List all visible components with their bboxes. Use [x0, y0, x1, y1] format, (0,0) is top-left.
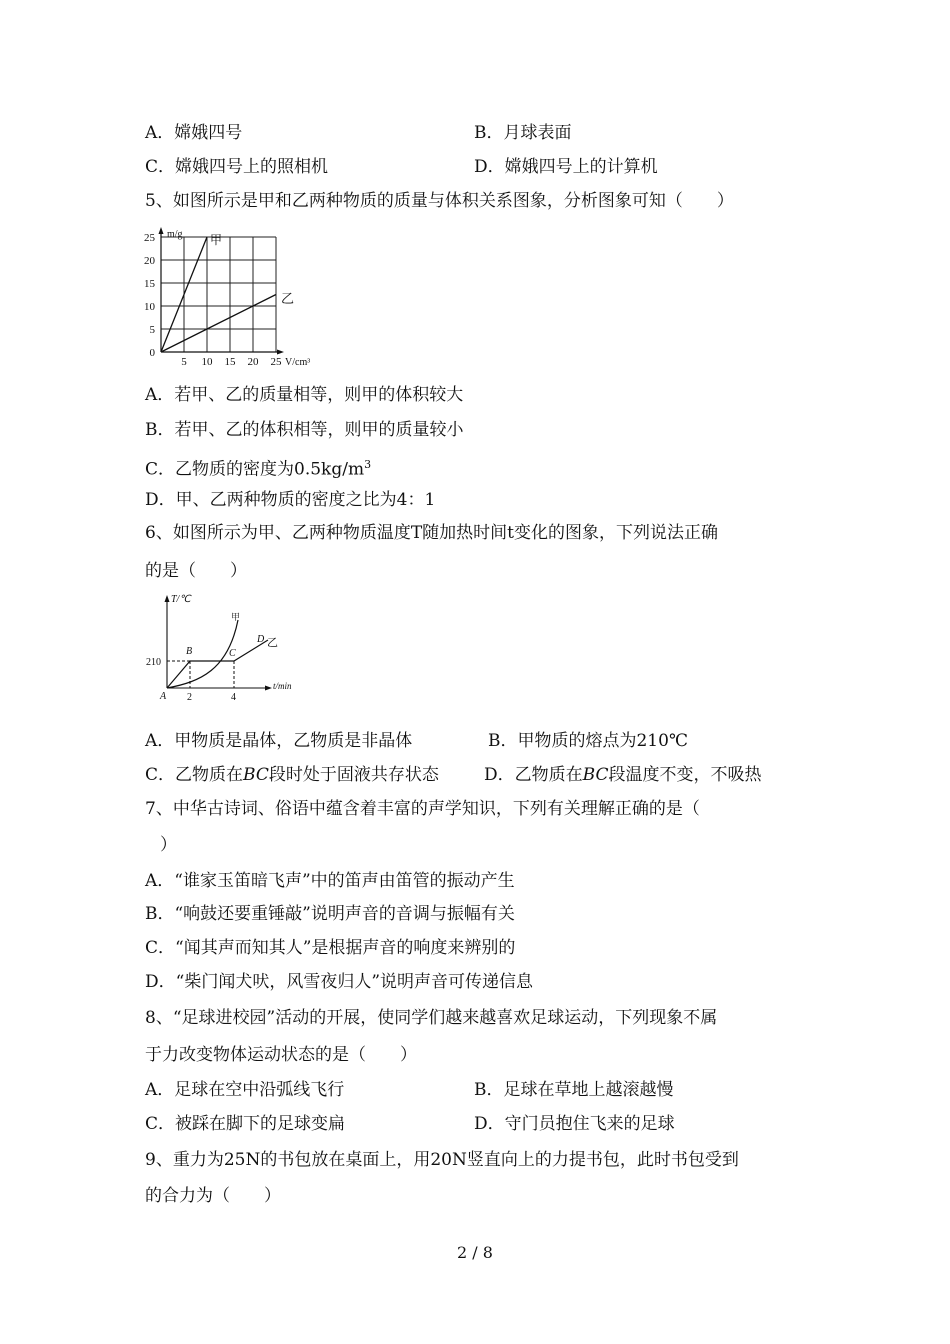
q5-y-tick-label: 15	[144, 278, 155, 290]
q4-option-d: D．嫦娥四号上的计算机	[474, 157, 658, 177]
q7-option-c: C．“闻其声而知其人”是根据声音的响度来辨别的	[145, 938, 516, 958]
q6-x-tick-4: 4	[231, 692, 236, 703]
q5-x-tick-label: 5	[181, 356, 187, 368]
q6-y-axis-label: T/℃	[171, 594, 191, 605]
q7-stem-line2: ）	[160, 835, 177, 855]
q6-stem-line2: 的是（ ）	[145, 561, 247, 581]
q6-point-a: A	[160, 691, 167, 702]
q4-option-c: C．嫦娥四号上的照相机	[145, 157, 329, 177]
q8-option-b: B．足球在草地上越滚越慢	[474, 1080, 674, 1100]
q6-x-axis-label: t/min	[273, 681, 292, 691]
q6-option-c-prefix: C．乙物质在	[145, 765, 244, 785]
q4-option-b: B．月球表面	[474, 123, 572, 143]
q6-x-tick-2: 2	[187, 692, 192, 703]
q9-stem-line1: 9、重力为25N的书包放在桌面上，用20N竖直向上的力提书包，此时书包受到	[145, 1150, 739, 1170]
q6-point-d: D	[257, 634, 265, 645]
q4-option-a: A．嫦娥四号	[145, 123, 243, 143]
q5-option-c-text: C．乙物质的密度为0.5kg/m	[145, 459, 365, 480]
q8-stem-line1: 8、“足球进校园”活动的开展，使同学们越来越喜欢足球运动，下列现象不属	[145, 1008, 718, 1028]
q6-option-d-suffix: 段温度不变，不吸热	[608, 765, 762, 785]
q5-mass-volume-chart	[140, 224, 330, 370]
q5-option-c-sup: 3	[364, 458, 372, 471]
q5-y-tick-label: 20	[144, 255, 155, 267]
q5-x-axis-label: V/cm³	[285, 357, 311, 368]
q5-stem: 5、如图所示是甲和乙两种物质的质量与体积关系图象，分析图象可知（ ）	[145, 191, 734, 211]
q5-x-tick-label: 10	[201, 356, 213, 368]
q6-series-jia-label: 甲	[231, 612, 241, 622]
q6-point-b: B	[186, 646, 193, 657]
q6-option-d-bc: BC	[582, 765, 609, 785]
q6-curve-jia	[167, 620, 238, 688]
q5-y-tick-label: 5	[149, 324, 155, 336]
q6-option-c	[145, 764, 439, 786]
page-number: 2 / 8	[457, 1243, 493, 1262]
q5-y-tick-label: 0	[149, 347, 155, 359]
q6-option-a: A．甲物质是晶体，乙物质是非晶体	[145, 731, 413, 751]
q9-stem-line2: 的合力为（ ）	[145, 1186, 281, 1206]
q6-option-d-prefix: D．乙物质在	[484, 765, 583, 785]
q7-option-d: D．“柴门闻犬吠，风雪夜归人”说明声音可传递信息	[145, 972, 534, 992]
q5-option-a: A．若甲、乙的质量相等，则甲的体积较大	[145, 385, 464, 405]
q7-option-a: A．“谁家玉笛暗飞声”中的笛声由笛管的振动产生	[145, 871, 515, 891]
q6-x-axis-arrow	[265, 686, 272, 691]
q8-option-c: C．被踩在脚下的足球变扁	[145, 1114, 346, 1134]
q5-x-tick-label: 20	[247, 356, 259, 368]
q5-y-tick-label: 10	[144, 301, 155, 313]
q6-option-d	[484, 764, 761, 786]
q5-option-d: D．甲、乙两种物质的密度之比为4：1	[145, 490, 436, 510]
q5-series-yi-label: 乙	[281, 291, 295, 306]
q7-stem-line1: 7、中华古诗词、俗语中蕴含着丰富的声学知识，下列有关理解正确的是（	[145, 799, 700, 819]
q6-series-yi-label: 乙	[267, 637, 278, 649]
q6-y-axis-arrow	[165, 595, 170, 602]
q5-x-tick-label: 25	[270, 356, 282, 368]
q8-option-d: D．守门员抱住飞来的足球	[474, 1114, 675, 1134]
q5-series-yi-line	[161, 295, 276, 353]
q8-stem-line2: 于力改变物体运动状态的是（ ）	[145, 1045, 417, 1065]
q5-option-c	[145, 454, 371, 481]
q6-point-c: C	[229, 648, 236, 659]
q5-y-axis-arrow	[159, 227, 164, 234]
q6-stem-line1: 6、如图所示为甲、乙两种物质温度T随加热时间t变化的图象，下列说法正确	[145, 523, 718, 543]
q7-option-b: B．“响鼓还要重锤敲”说明声音的音调与振幅有关	[145, 904, 515, 924]
q5-option-b: B．若甲、乙的体积相等，则甲的质量较小	[145, 420, 464, 440]
q6-option-b: B．甲物质的熔点为210℃	[488, 731, 688, 751]
q5-y-tick-label: 25	[144, 232, 155, 244]
q6-option-c-bc: BC	[243, 765, 269, 785]
q5-series-jia-label: 甲	[210, 233, 223, 247]
q6-y-tick-210: 210	[146, 657, 161, 668]
q6-option-c-suffix: 段时处于固液共存状态	[268, 765, 439, 785]
q6-temperature-time-chart	[140, 590, 310, 710]
q5-y-axis-label: m/g	[167, 229, 183, 240]
q8-option-a: A．足球在空中沿弧线飞行	[145, 1080, 345, 1100]
q5-x-axis-arrow	[277, 350, 284, 355]
q5-x-tick-label: 15	[224, 356, 236, 368]
